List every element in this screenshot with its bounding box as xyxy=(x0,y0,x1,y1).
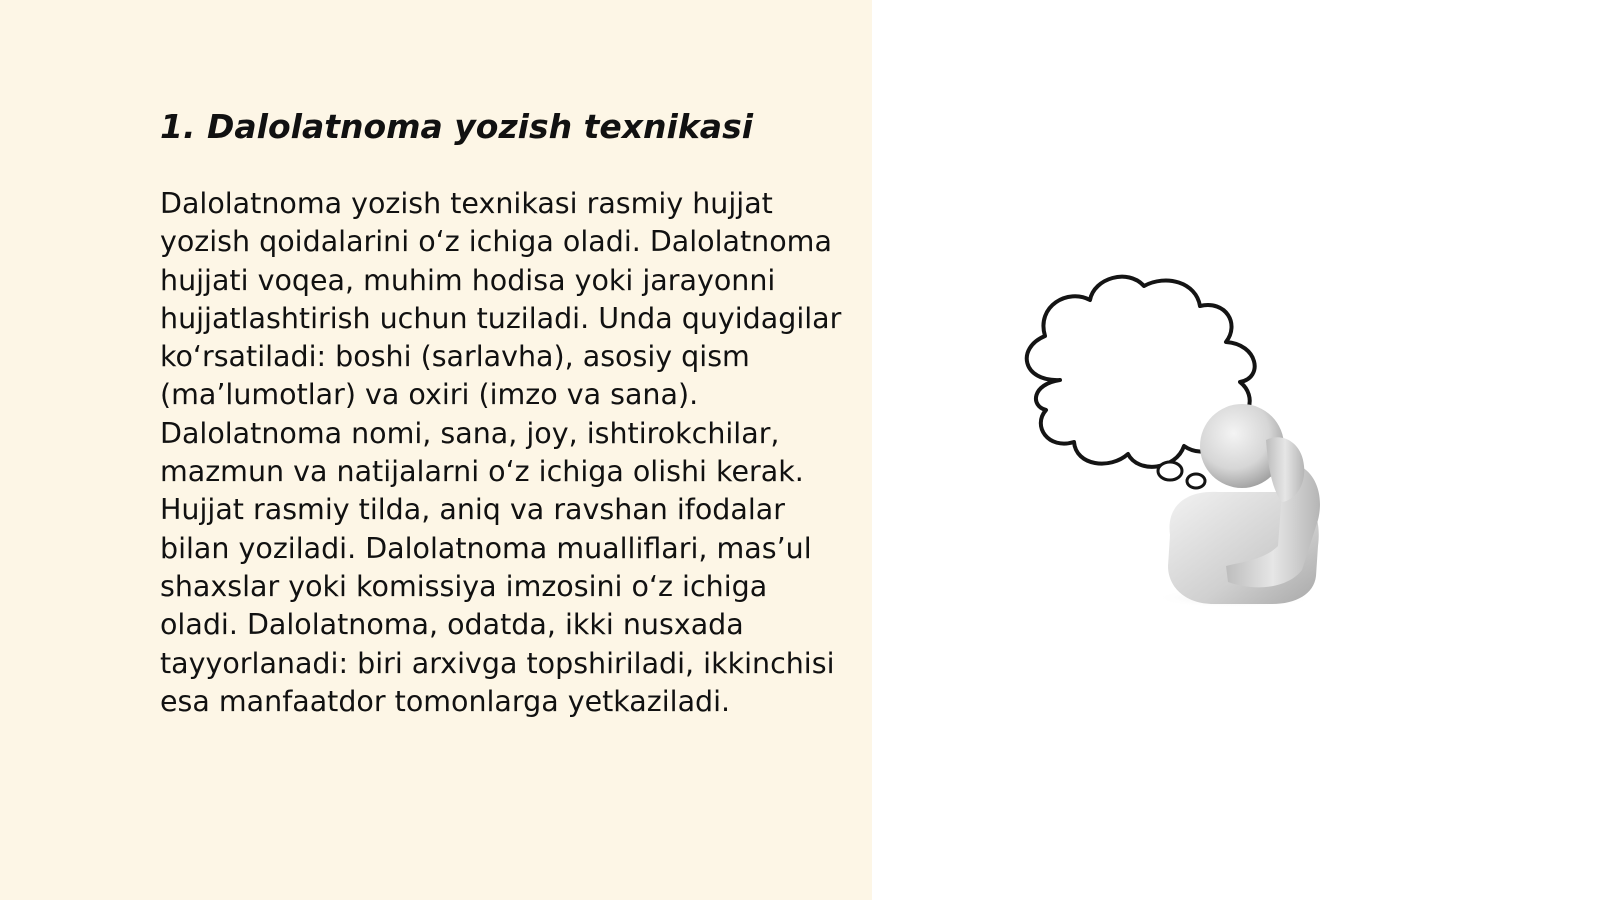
slide-title: 1. Dalolatnoma yozish texnikasi xyxy=(160,107,754,146)
thought-bubble-dot-large xyxy=(1158,462,1182,480)
thought-bubble-dot-small xyxy=(1187,474,1205,488)
slide-body-text: Dalolatnoma yozish texnikasi rasmiy hujjat yozish qoidalarini o‘z ichiga oladi. Dalolatnoma hujjati voqea, muhim hodisa yoki jarayonni hujjatlashtirish uchun tuziladi. Unda quyidagilar ko‘rsatiladi: boshi (sarlavha), asosiy qism (ma’lumotlar) va oxiri (imzo va sana). Dalolatnoma nomi, sana, joy, ishtirokchilar, mazmun va natijalarni o‘z ichiga olishi kerak. Hujjat rasmiy tilda, aniq va ravshan ifodalar bilan yoziladi. Dalolatnoma mualliflari, mas’ul shaxslar yoki komissiya imzosini o‘z ichiga oladi. Dalolatnoma, odatda, ikki nusxada tayyorlanadi: biri arxivga topshiriladi, ikkinchisi esa manfaatdor tomonlarga yetkaziladi. xyxy=(160,187,842,718)
thinking-person-with-thought-bubble-icon xyxy=(1020,270,1360,620)
